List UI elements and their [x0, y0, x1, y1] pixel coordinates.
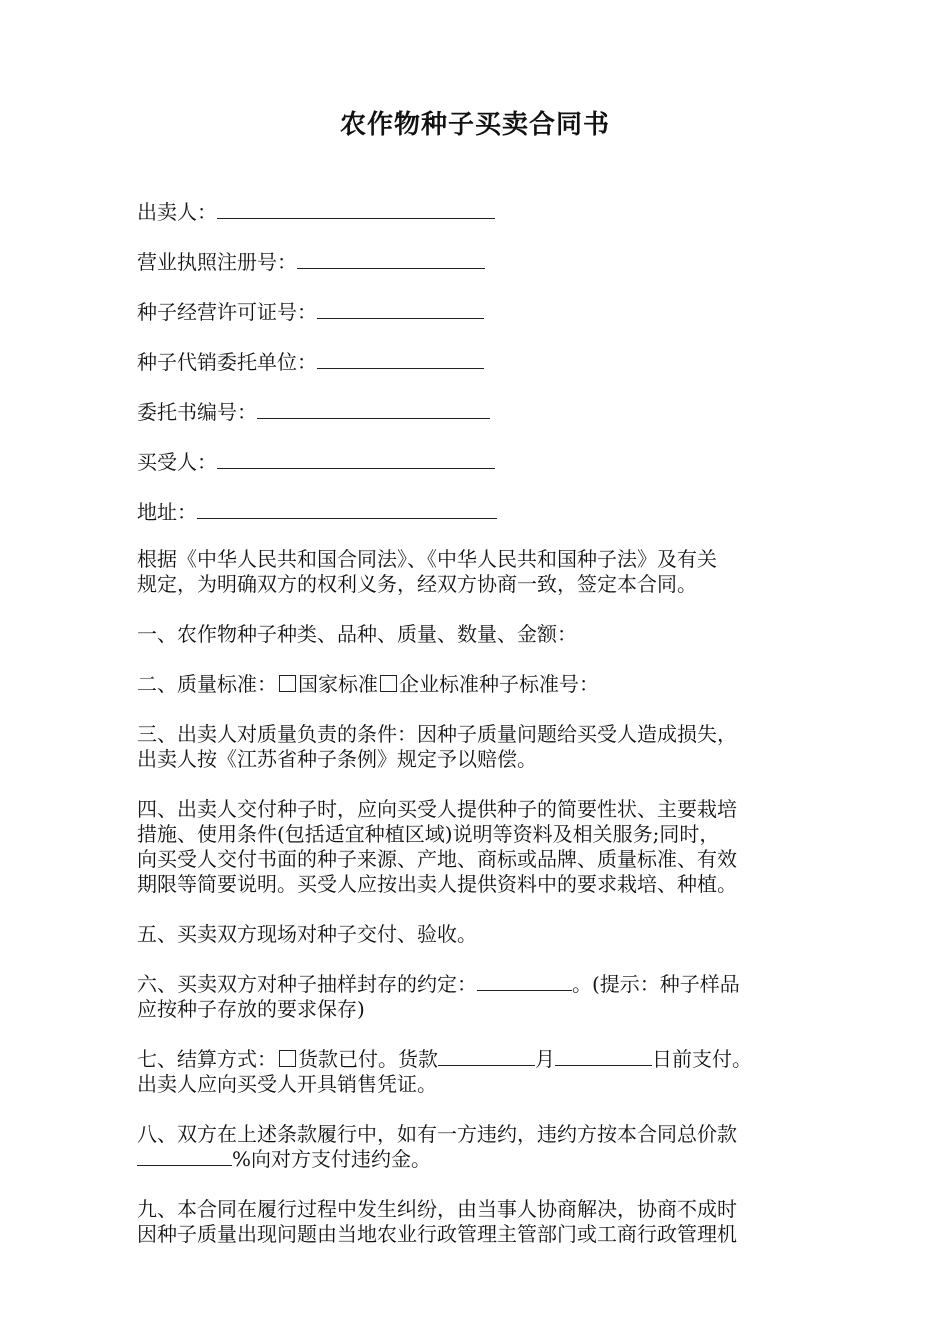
- clause-4: [137, 797, 817, 897]
- fill-in-blank[interactable]: [317, 348, 484, 369]
- clause-text: 日前支付。: [652, 1047, 752, 1071]
- intro-paragraph: [137, 547, 817, 597]
- fill-in-blank[interactable]: [477, 972, 572, 991]
- clause-text: 。(提示：种子样品: [572, 972, 740, 996]
- clause-6: [137, 972, 817, 1022]
- field-authorization-number: [137, 398, 490, 426]
- text-line: 九、本合同在履行过程中发生纠纷，由当事人协商解决，协商不成时: [137, 1197, 737, 1221]
- clause-5: [137, 922, 817, 947]
- field-consignment-unit: [137, 348, 484, 376]
- text-line: 向买受人交付书面的种子来源、产地、商标或品牌、质量标准、有效: [137, 847, 737, 871]
- text-line: [137, 972, 817, 997]
- clause-8: [137, 1122, 817, 1172]
- text-line: 根据《中华人民共和国合同法》、《中华人民共和国种子法》及有关: [137, 547, 717, 571]
- text-line: 应按种子存放的要求保存): [137, 997, 365, 1021]
- field-label: 出卖人：: [137, 200, 217, 224]
- text-line: [137, 1047, 817, 1072]
- text-line: 三、出卖人对质量负责的条件：因种子质量问题给买受人造成损失，: [137, 722, 737, 746]
- clause-text: 二、质量标准：: [137, 672, 277, 696]
- text-line: [137, 672, 817, 697]
- document-title: 农作物种子买卖合同书: [339, 110, 610, 140]
- field-business-license: [137, 248, 485, 276]
- text-line: 四、出卖人交付种子时，应向买受人提供种子的简要性状、主要栽培: [137, 797, 737, 821]
- fill-in-blank[interactable]: [297, 248, 485, 269]
- fill-in-blank[interactable]: [317, 298, 484, 319]
- field-buyer: [137, 448, 495, 476]
- clause-1: [137, 622, 817, 647]
- field-label: 营业执照注册号：: [137, 250, 297, 274]
- fill-in-blank[interactable]: [217, 448, 495, 469]
- fill-in-blank[interactable]: [137, 1147, 232, 1166]
- clause-3: [137, 722, 817, 772]
- clause-text: 六、买卖双方对种子抽样封存的约定：: [137, 972, 477, 996]
- field-seed-license: [137, 298, 484, 326]
- field-label: 种子代销委托单位：: [137, 350, 317, 374]
- clause-7: [137, 1047, 817, 1097]
- option-label: 企业标准种子标准号：: [399, 672, 599, 696]
- enterprise-standard-checkbox[interactable]: [380, 675, 397, 692]
- fill-in-blank[interactable]: [217, 198, 495, 219]
- clause-9: [137, 1197, 817, 1247]
- field-address: [137, 498, 497, 526]
- field-seller: [137, 198, 495, 226]
- clause-text: 月: [535, 1047, 555, 1071]
- paid-checkbox[interactable]: [279, 1050, 296, 1067]
- text-line: 八、双方在上述条款履行中，如有一方违约，违约方按本合同总价款: [137, 1122, 737, 1146]
- text-line: 期限等简要说明。买受人应按出卖人提供资料中的要求栽培、种植。: [137, 872, 737, 896]
- field-label: 种子经营许可证号：: [137, 300, 317, 324]
- fill-in-blank[interactable]: [555, 1047, 652, 1066]
- text-line: 出卖人应向买受人开具销售凭证。: [137, 1072, 437, 1096]
- option-label: 货款已付。货款: [298, 1047, 438, 1071]
- text-line: 规定，为明确双方的权利义务，经双方协商一致，签定本合同。: [137, 572, 697, 596]
- text-line: 措施、使用条件(包括适宜种植区域)说明等资料及相关服务;同时，: [137, 822, 720, 846]
- text-line: 一、农作物种子种类、品种、质量、数量、金额：: [137, 622, 577, 646]
- text-line: 因种子质量出现问题由当地农业行政管理主管部门或工商行政管理机: [137, 1222, 737, 1246]
- fill-in-blank[interactable]: [197, 498, 497, 519]
- field-label: 委托书编号：: [137, 400, 257, 424]
- text-line: 出卖人按《江苏省种子条例》规定予以赔偿。: [137, 747, 537, 771]
- field-label: 买受人：: [137, 450, 217, 474]
- clause-2: [137, 672, 817, 697]
- fill-in-blank[interactable]: [257, 398, 490, 419]
- text-line: [137, 1147, 817, 1172]
- text-line: 五、买卖双方现场对种子交付、验收。: [137, 922, 477, 946]
- national-standard-checkbox[interactable]: [279, 675, 296, 692]
- fill-in-blank[interactable]: [438, 1047, 535, 1066]
- clause-text: 七、结算方式：: [137, 1047, 277, 1071]
- clause-text: %向对方支付违约金。: [232, 1147, 432, 1171]
- field-label: 地址：: [137, 500, 197, 524]
- option-label: 国家标准: [298, 672, 378, 696]
